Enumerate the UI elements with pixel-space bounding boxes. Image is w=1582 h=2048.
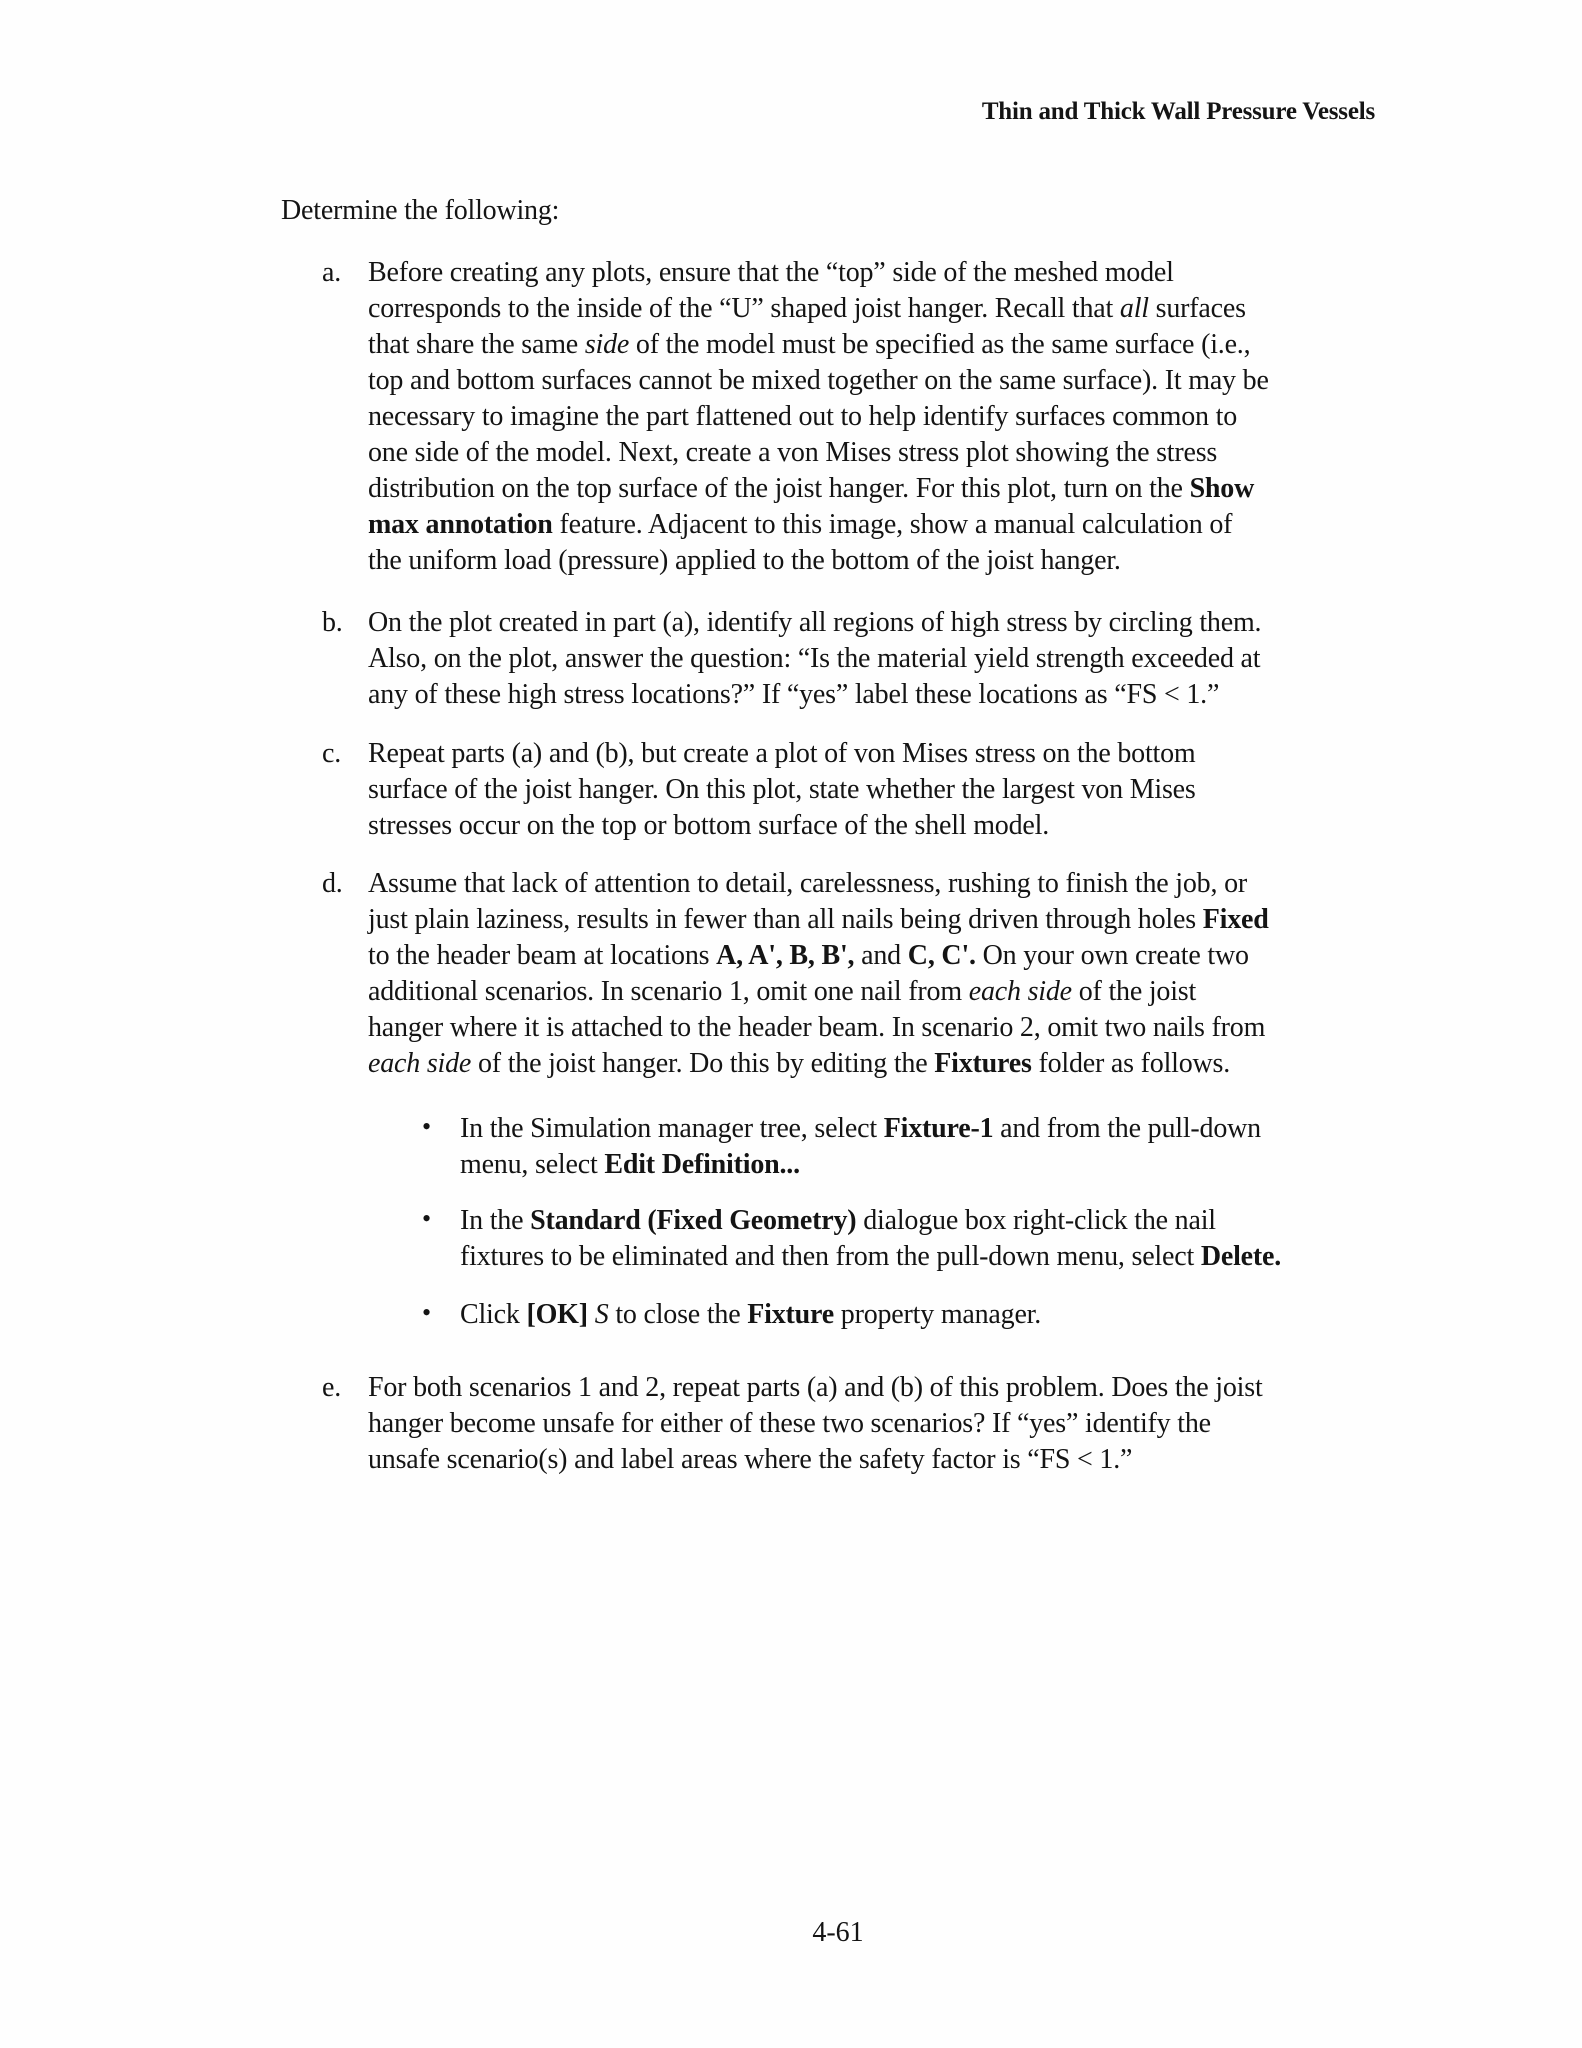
text-segment: of the model must be specified as the same surface (i.e., [629,329,1251,360]
text-segment: On your own create two [975,940,1249,971]
text-segment: Show [1189,473,1255,504]
list-marker-c: c. [322,738,342,769]
text-segment: A, A', B, B', [716,940,855,971]
text-segment: On the plot created in part (a), identify all regions of high stress by circling them. [368,607,1262,638]
list-marker-a: a. [322,257,342,288]
text-segment [588,1299,595,1330]
list-item-e [322,1370,1263,1478]
list-item-b [322,605,1262,713]
list-item-a [322,255,1269,579]
list-marker-b: b. [322,607,343,638]
list-item-d-text [368,868,1269,1079]
text-segment: Assume that lack of attention to detail, carelessness, rushing to finish the job, or [368,868,1248,899]
text-segment: side [584,329,630,360]
text-segment: top and bottom surfaces cannot be mixed together on the same surface). It may be [368,365,1269,396]
sub-bullet-3-text [460,1299,1041,1330]
list-item-c-text [368,738,1196,841]
list-marker-d: d. [322,868,343,899]
text-segment: stresses occur on the top or bottom surface of the shell model. [368,810,1050,841]
text-segment: For both scenarios 1 and 2, repeat parts (a) and (b) of this problem. Does the joist [368,1372,1263,1403]
text-segment: In the Simulation manager tree, select [460,1113,884,1144]
bullet-icon: • [422,1112,431,1141]
bullet-icon: • [422,1204,431,1233]
running-header: Thin and Thick Wall Pressure Vessels [981,98,1375,125]
text-segment: max annotation [368,509,553,540]
text-segment: unsafe scenario(s) and label areas where the safety factor is “FS < 1.” [368,1444,1133,1475]
list-item-b-text [368,607,1261,710]
text-segment: corresponds to the inside of the “U” shaped joist hanger. Recall that [368,293,1120,324]
text-segment: menu, select [460,1149,605,1180]
text-segment: In the [460,1205,531,1236]
text-segment: Edit Definition... [604,1149,800,1180]
text-segment: folder as follows. [1031,1048,1231,1079]
text-segment: S [594,1299,609,1330]
text-segment: all [1119,293,1149,324]
text-segment: [OK] [526,1299,588,1330]
sub-bullet-2 [422,1203,1282,1275]
text-segment: fixtures to be eliminated and then from the pull-down menu, select [460,1241,1201,1272]
text-segment: Repeat parts (a) and (b), but create a plot of von Mises stress on the bottom [368,738,1196,769]
intro-text: Determine the following: [281,195,560,226]
text-segment: just plain laziness, results in fewer than all nails being driven through holes [368,904,1203,935]
list-item-a-text [368,257,1269,576]
text-segment: Fixtures [934,1048,1032,1079]
text-segment: additional scenarios. In scenario 1, omit one nail from [368,976,969,1007]
bullet-icon: • [422,1298,431,1327]
text-segment: to the header beam at locations [368,940,717,971]
sub-bullet-1-text [460,1113,1261,1180]
text-segment: surfaces [1148,293,1246,324]
sub-bullet-1 [422,1111,1261,1183]
text-segment: to close the [608,1299,748,1330]
text-segment: that share the same [368,329,585,360]
page-number: 4-61 [812,1917,864,1948]
text-segment: necessary to imagine the part flattened out to help identify surfaces common to [368,401,1238,432]
text-segment: Delete. [1200,1241,1282,1272]
text-segment: hanger where it is attached to the header beam. In scenario 2, omit two nails from [368,1012,1266,1043]
text-segment: hanger become unsafe for either of these two scenarios? If “yes” identify the [368,1408,1211,1439]
text-segment: of the joist hanger. Do this by editing the [471,1048,935,1079]
text-segment: and from the pull-down [993,1113,1261,1144]
text-segment: Click [460,1299,527,1330]
text-segment: and [854,940,908,971]
text-segment: surface of the joist hanger. On this plot, state whether the largest von Mises [368,774,1196,805]
sub-bullet-3 [422,1297,1042,1333]
text-segment: any of these high stress locations?” If “yes” label these locations as “FS < 1.” [368,679,1220,710]
list-item-d [322,866,1269,1082]
text-segment: distribution on the top surface of the joist hanger. For this plot, turn on the [368,473,1190,504]
text-segment: Before creating any plots, ensure that the “top” side of the meshed model [368,257,1174,288]
text-segment: Fixed [1202,904,1269,935]
text-segment: C, C'. [907,940,976,971]
text-segment: each side [968,976,1072,1007]
text-segment: feature. Adjacent to this image, show a manual calculation of [552,509,1233,540]
text-segment: the uniform load (pressure) applied to the bottom of the joist hanger. [368,545,1121,576]
sub-bullet-2-text [460,1205,1281,1272]
text-segment: Fixture [747,1299,834,1330]
list-item-c [322,736,1196,844]
text-segment: property manager. [833,1299,1042,1330]
text-segment: Also, on the plot, answer the question: “Is the material yield strength exceeded at [368,643,1261,674]
text-segment: dialogue box right-click the nail [856,1205,1216,1236]
text-segment: one side of the model. Next, create a von Mises stress plot showing the stress [368,437,1218,468]
text-segment: of the joist [1071,976,1197,1007]
text-segment: Fixture-1 [883,1113,994,1144]
text-segment: each side [368,1048,472,1079]
text-segment: Standard (Fixed Geometry) [530,1205,857,1236]
list-marker-e: e. [322,1372,342,1403]
list-item-e-text [368,1372,1263,1475]
